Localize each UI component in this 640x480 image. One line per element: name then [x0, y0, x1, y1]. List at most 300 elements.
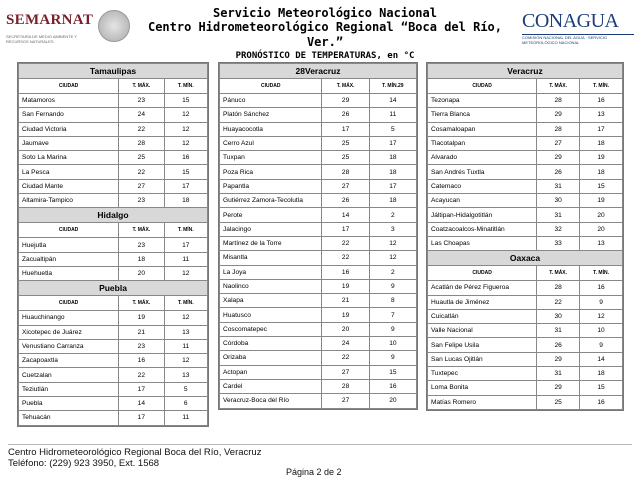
table-row: [220, 337, 417, 351]
city-name: Altamira-Tampico: [19, 194, 119, 208]
table-row: [220, 279, 417, 293]
city-name: Cerro Azul: [220, 136, 322, 150]
title-forecast: PRONÓSTICO DE TEMPERATURAS, en °C: [235, 51, 415, 61]
table-row: [428, 352, 623, 366]
city-name: Coatzacoalcos-Minatitlán: [428, 222, 537, 236]
column-header: T. MÍN.29: [369, 79, 416, 94]
max-temp: 28: [322, 379, 369, 393]
min-temp: 13: [164, 325, 207, 339]
min-temp: 9: [369, 279, 416, 293]
max-temp: 27: [537, 136, 580, 150]
min-temp: 12: [164, 136, 207, 150]
city-name: San Fernando: [19, 108, 119, 122]
state-row: [428, 64, 623, 79]
footer-contact: [8, 447, 261, 469]
max-temp: 26: [537, 338, 580, 352]
min-temp: 17: [369, 136, 416, 150]
temperature-table-right: [427, 63, 623, 410]
city-name: Jaumave: [19, 136, 119, 150]
city-name: Puebla: [19, 397, 119, 411]
max-temp: 17: [119, 411, 164, 425]
table-row: [19, 311, 208, 325]
column-header-row: [428, 79, 623, 94]
min-temp: 11: [164, 411, 207, 425]
city-name: Papantla: [220, 179, 322, 193]
city-name: San Lucas Ojitlán: [428, 352, 537, 366]
column-left: [17, 62, 209, 427]
min-temp: 2: [369, 208, 416, 222]
city-name: Las Choapas: [428, 236, 537, 250]
table-row: [19, 252, 208, 266]
max-temp: 19: [119, 311, 164, 325]
max-temp: 29: [537, 381, 580, 395]
column-header-row: [19, 223, 208, 238]
city-name: Tehuacán: [19, 411, 119, 425]
table-row: [19, 108, 208, 122]
city-name: Huejutla: [19, 238, 119, 252]
min-temp: 6: [164, 397, 207, 411]
min-temp: 19: [580, 151, 623, 165]
table-row: [220, 251, 417, 265]
max-temp: 22: [322, 236, 369, 250]
table-row: [220, 165, 417, 179]
min-temp: 15: [164, 94, 207, 108]
table-row: [220, 179, 417, 193]
page-number: Página 2 de 2: [286, 467, 342, 477]
min-temp: 16: [580, 281, 623, 295]
min-temp: 13: [164, 368, 207, 382]
city-name: Tezonapa: [428, 94, 537, 108]
min-temp: 9: [369, 322, 416, 336]
min-temp: 10: [369, 337, 416, 351]
table-row: [220, 265, 417, 279]
table-row: [428, 309, 623, 323]
table-row: [220, 122, 417, 136]
min-temp: 3: [369, 222, 416, 236]
table-row: [220, 322, 417, 336]
table-row: [220, 379, 417, 393]
table-row: [220, 108, 417, 122]
city-name: Actopan: [220, 365, 322, 379]
city-name: Poza Rica: [220, 165, 322, 179]
table-row: [220, 136, 417, 150]
table-row: [428, 295, 623, 309]
table-row: [428, 194, 623, 208]
city-name: La Joya: [220, 265, 322, 279]
state-name: Veracruz: [428, 64, 623, 79]
max-temp: 33: [537, 236, 580, 250]
max-temp: 22: [537, 295, 580, 309]
min-temp: 18: [580, 136, 623, 150]
city-name: Cuetzalan: [19, 368, 119, 382]
min-temp: 16: [164, 151, 207, 165]
min-temp: 17: [369, 179, 416, 193]
min-temp: 15: [580, 381, 623, 395]
state-row: [19, 64, 208, 79]
column-header: CIUDAD: [220, 79, 322, 94]
table-row: [220, 308, 417, 322]
table-row: [19, 165, 208, 179]
table-row: [428, 179, 623, 193]
table-row: [428, 281, 623, 295]
title-block: [130, 6, 520, 62]
min-temp: 11: [164, 252, 207, 266]
title-service: Servicio Meteorológico Nacional: [213, 6, 437, 20]
max-temp: 27: [119, 179, 164, 193]
min-temp: 15: [369, 365, 416, 379]
max-temp: 24: [322, 337, 369, 351]
table-row: [428, 208, 623, 222]
max-temp: 28: [322, 165, 369, 179]
max-temp: 25: [322, 151, 369, 165]
city-name: Jáltipan-Hidalgotitlán: [428, 208, 537, 222]
city-name: Tlacotalpan: [428, 136, 537, 150]
column-header: CIUDAD: [19, 296, 119, 311]
city-name: Tierra Blanca: [428, 108, 537, 122]
table-row: [19, 411, 208, 425]
max-temp: 19: [322, 279, 369, 293]
city-name: Tuxpan: [220, 151, 322, 165]
column-header: T. MÍN.: [164, 296, 207, 311]
state-row: [19, 208, 208, 223]
table-row: [220, 208, 417, 222]
max-temp: 29: [322, 94, 369, 108]
city-name: Huayacocotla: [220, 122, 322, 136]
max-temp: 26: [537, 165, 580, 179]
min-temp: 11: [369, 108, 416, 122]
column-header: T. MÁX.: [537, 79, 580, 94]
column-header: T. MÁX.: [322, 79, 369, 94]
city-name: Córdoba: [220, 337, 322, 351]
column-header: CIUDAD: [19, 79, 119, 94]
max-temp: 27: [322, 179, 369, 193]
min-temp: 18: [580, 165, 623, 179]
min-temp: 18: [369, 165, 416, 179]
min-temp: 12: [369, 236, 416, 250]
city-name: Matías Romero: [428, 395, 537, 409]
column-header: T. MÁX.: [119, 296, 164, 311]
max-temp: 28: [119, 136, 164, 150]
min-temp: 12: [580, 309, 623, 323]
city-name: Acayucan: [428, 194, 537, 208]
table-row: [19, 238, 208, 252]
max-temp: 20: [119, 266, 164, 280]
city-name: Cuicatlán: [428, 309, 537, 323]
city-name: Acatlán de Pérez Figueroa: [428, 281, 537, 295]
city-name: Zacualtipán: [19, 252, 119, 266]
max-temp: 14: [119, 397, 164, 411]
max-temp: 22: [119, 165, 164, 179]
table-row: [220, 222, 417, 236]
max-temp: 27: [322, 365, 369, 379]
city-name: Cardel: [220, 379, 322, 393]
max-temp: 22: [322, 251, 369, 265]
column-header: T. MÍN.: [580, 79, 623, 94]
max-temp: 16: [322, 265, 369, 279]
max-temp: 24: [119, 108, 164, 122]
table-row: [19, 94, 208, 108]
min-temp: 17: [580, 122, 623, 136]
state-row: [19, 281, 208, 296]
table-row: [220, 194, 417, 208]
max-temp: 17: [322, 222, 369, 236]
max-temp: 21: [322, 294, 369, 308]
city-name: Xicotepec de Juárez: [19, 325, 119, 339]
min-temp: 14: [580, 352, 623, 366]
city-name: Jalacingo: [220, 222, 322, 236]
min-temp: 11: [164, 339, 207, 353]
min-temp: 18: [164, 194, 207, 208]
column-header: CIUDAD: [428, 79, 537, 94]
min-temp: 10: [580, 324, 623, 338]
table-row: [220, 294, 417, 308]
column-header-row: [19, 79, 208, 94]
min-temp: 20: [369, 394, 416, 408]
min-temp: 19: [580, 194, 623, 208]
table-row: [428, 395, 623, 409]
table-row: [428, 222, 623, 236]
max-temp: 16: [119, 354, 164, 368]
city-name: Venustiano Carranza: [19, 339, 119, 353]
min-temp: 12: [369, 251, 416, 265]
city-name: Gutiérrez Zamora-Tecolutla: [220, 194, 322, 208]
min-temp: 7: [369, 308, 416, 322]
city-name: Perote: [220, 208, 322, 222]
min-temp: 17: [164, 238, 207, 252]
column-header-row: [428, 266, 623, 281]
city-name: Loma Bonita: [428, 381, 537, 395]
max-temp: 17: [119, 382, 164, 396]
city-name: Huatusco: [220, 308, 322, 322]
max-temp: 22: [119, 368, 164, 382]
city-name: Alvarado: [428, 151, 537, 165]
table-row: [19, 136, 208, 150]
table-row: [428, 236, 623, 250]
city-name: Platón Sánchez: [220, 108, 322, 122]
temperature-table-middle: [219, 63, 417, 409]
table-row: [428, 381, 623, 395]
column-header: CIUDAD: [19, 223, 119, 238]
max-temp: 25: [322, 136, 369, 150]
table-row: [19, 382, 208, 396]
max-temp: 25: [537, 395, 580, 409]
min-temp: 13: [580, 108, 623, 122]
city-name: Xalapa: [220, 294, 322, 308]
city-name: San Andrés Tuxtla: [428, 165, 537, 179]
max-temp: 14: [322, 208, 369, 222]
city-name: Martínez de la Torre: [220, 236, 322, 250]
semarnat-logo: [6, 8, 92, 46]
state-row: [428, 251, 623, 266]
state-name: Puebla: [19, 281, 208, 296]
max-temp: 25: [119, 151, 164, 165]
min-temp: 8: [369, 294, 416, 308]
max-temp: 23: [119, 94, 164, 108]
max-temp: 28: [537, 122, 580, 136]
table-row: [19, 397, 208, 411]
min-temp: 9: [580, 295, 623, 309]
footer-center-name: Centro Hidrometeorológico Regional Boca del Río, Veracruz: [8, 447, 262, 458]
max-temp: 23: [119, 238, 164, 252]
min-temp: 17: [164, 179, 207, 193]
state-name: Oaxaca: [428, 251, 623, 266]
table-row: [19, 151, 208, 165]
city-name: Misantla: [220, 251, 322, 265]
min-temp: 12: [164, 122, 207, 136]
max-temp: 18: [119, 252, 164, 266]
max-temp: 32: [537, 222, 580, 236]
table-row: [428, 338, 623, 352]
table-row: [19, 339, 208, 353]
table-row: [428, 324, 623, 338]
city-name: Veracruz-Boca del Río: [220, 394, 322, 408]
national-seal-icon: [98, 10, 130, 42]
column-header: T. MÁX.: [119, 79, 164, 94]
city-name: Pánuco: [220, 94, 322, 108]
max-temp: 31: [537, 367, 580, 381]
column-header-row: [19, 296, 208, 311]
table-row: [220, 151, 417, 165]
table-row: [428, 94, 623, 108]
max-temp: 31: [537, 324, 580, 338]
min-temp: 9: [369, 351, 416, 365]
min-temp: 12: [164, 354, 207, 368]
max-temp: 26: [322, 194, 369, 208]
city-name: Huautla de Jiménez: [428, 295, 537, 309]
table-row: [428, 151, 623, 165]
table-row: [220, 94, 417, 108]
min-temp: 18: [580, 367, 623, 381]
footer-divider: [8, 444, 632, 445]
min-temp: 15: [164, 165, 207, 179]
temperature-table-left: [18, 63, 208, 426]
max-temp: 19: [322, 308, 369, 322]
min-temp: 16: [580, 94, 623, 108]
city-name: Ciudad Victoria: [19, 122, 119, 136]
city-name: Ciudad Mante: [19, 179, 119, 193]
table-row: [428, 122, 623, 136]
city-name: La Pesca: [19, 165, 119, 179]
max-temp: 29: [537, 151, 580, 165]
conagua-logo: [522, 10, 634, 45]
column-header: T. MÁX.: [119, 223, 164, 238]
table-row: [19, 179, 208, 193]
table-row: [220, 236, 417, 250]
state-name: Hidalgo: [19, 208, 208, 223]
table-row: [428, 367, 623, 381]
state-row: [220, 64, 417, 79]
document-header: [0, 0, 640, 61]
semarnat-logo-subtitle: SECRETARÍA DE MEDIO AMBIENTE Y RECURSOS NATURALES: [6, 34, 77, 44]
table-row: [220, 351, 417, 365]
max-temp: 22: [322, 351, 369, 365]
city-name: Catemaco: [428, 179, 537, 193]
city-name: Zacapoaxtla: [19, 354, 119, 368]
min-temp: 18: [369, 151, 416, 165]
max-temp: 17: [322, 122, 369, 136]
title-center: Centro Hidrometeorológico Regional “Boca del Río, Ver.”: [147, 20, 502, 49]
table-row: [19, 368, 208, 382]
column-header: T. MÍN.: [164, 223, 207, 238]
max-temp: 31: [537, 179, 580, 193]
max-temp: 29: [537, 352, 580, 366]
min-temp: 5: [369, 122, 416, 136]
min-temp: 16: [369, 379, 416, 393]
semarnat-logo-text: SEMARNAT: [6, 12, 94, 28]
column-right: [426, 62, 624, 411]
min-temp: 20: [580, 222, 623, 236]
column-header: T. MÍN.: [164, 79, 207, 94]
column-header: CIUDAD: [428, 266, 537, 281]
max-temp: 29: [537, 108, 580, 122]
max-temp: 22: [119, 122, 164, 136]
max-temp: 26: [322, 108, 369, 122]
max-temp: 30: [537, 194, 580, 208]
city-name: Orizaba: [220, 351, 322, 365]
footer-phone: Teléfono: (229) 923 3950, Ext. 1568: [8, 458, 160, 469]
min-temp: 18: [369, 194, 416, 208]
city-name: Coscomatepec: [220, 322, 322, 336]
city-name: Huauchinango: [19, 311, 119, 325]
min-temp: 2: [369, 265, 416, 279]
city-name: Cosamaloapan: [428, 122, 537, 136]
max-temp: 28: [537, 94, 580, 108]
state-name: Tamaulipas: [19, 64, 208, 79]
table-row: [428, 108, 623, 122]
city-name: Soto La Marina: [19, 151, 119, 165]
max-temp: 31: [537, 208, 580, 222]
city-name: Teziutlán: [19, 382, 119, 396]
min-temp: 13: [580, 236, 623, 250]
min-temp: 12: [164, 266, 207, 280]
city-name: Valle Nacional: [428, 324, 537, 338]
min-temp: 16: [580, 395, 623, 409]
min-temp: 9: [580, 338, 623, 352]
min-temp: 20: [580, 208, 623, 222]
table-row: [220, 394, 417, 408]
column-middle: [218, 62, 418, 410]
table-row: [220, 365, 417, 379]
column-header: T. MÁX.: [537, 266, 580, 281]
table-row: [19, 354, 208, 368]
max-temp: 21: [119, 325, 164, 339]
conagua-logo-text: CONAGUA: [522, 10, 619, 32]
column-header: T. MÍN.: [580, 266, 623, 281]
min-temp: 14: [369, 94, 416, 108]
city-name: Huehuetla: [19, 266, 119, 280]
city-name: San Felipe Usila: [428, 338, 537, 352]
max-temp: 27: [322, 394, 369, 408]
table-row: [19, 266, 208, 280]
table-row: [428, 165, 623, 179]
max-temp: 23: [119, 339, 164, 353]
table-row: [19, 122, 208, 136]
table-row: [19, 194, 208, 208]
max-temp: 20: [322, 322, 369, 336]
table-row: [428, 136, 623, 150]
state-name: 28Veracruz: [220, 64, 417, 79]
city-name: Matamoros: [19, 94, 119, 108]
city-name: Naolinco: [220, 279, 322, 293]
conagua-logo-subtitle: COMISIÓN NACIONAL DEL AGUA · SERVICIO METEOROLÓGICO NACIONAL: [522, 34, 634, 45]
min-temp: 12: [164, 311, 207, 325]
min-temp: 5: [164, 382, 207, 396]
max-temp: 23: [119, 194, 164, 208]
max-temp: 30: [537, 309, 580, 323]
city-name: Tuxtepec: [428, 367, 537, 381]
min-temp: 12: [164, 108, 207, 122]
max-temp: 28: [537, 281, 580, 295]
